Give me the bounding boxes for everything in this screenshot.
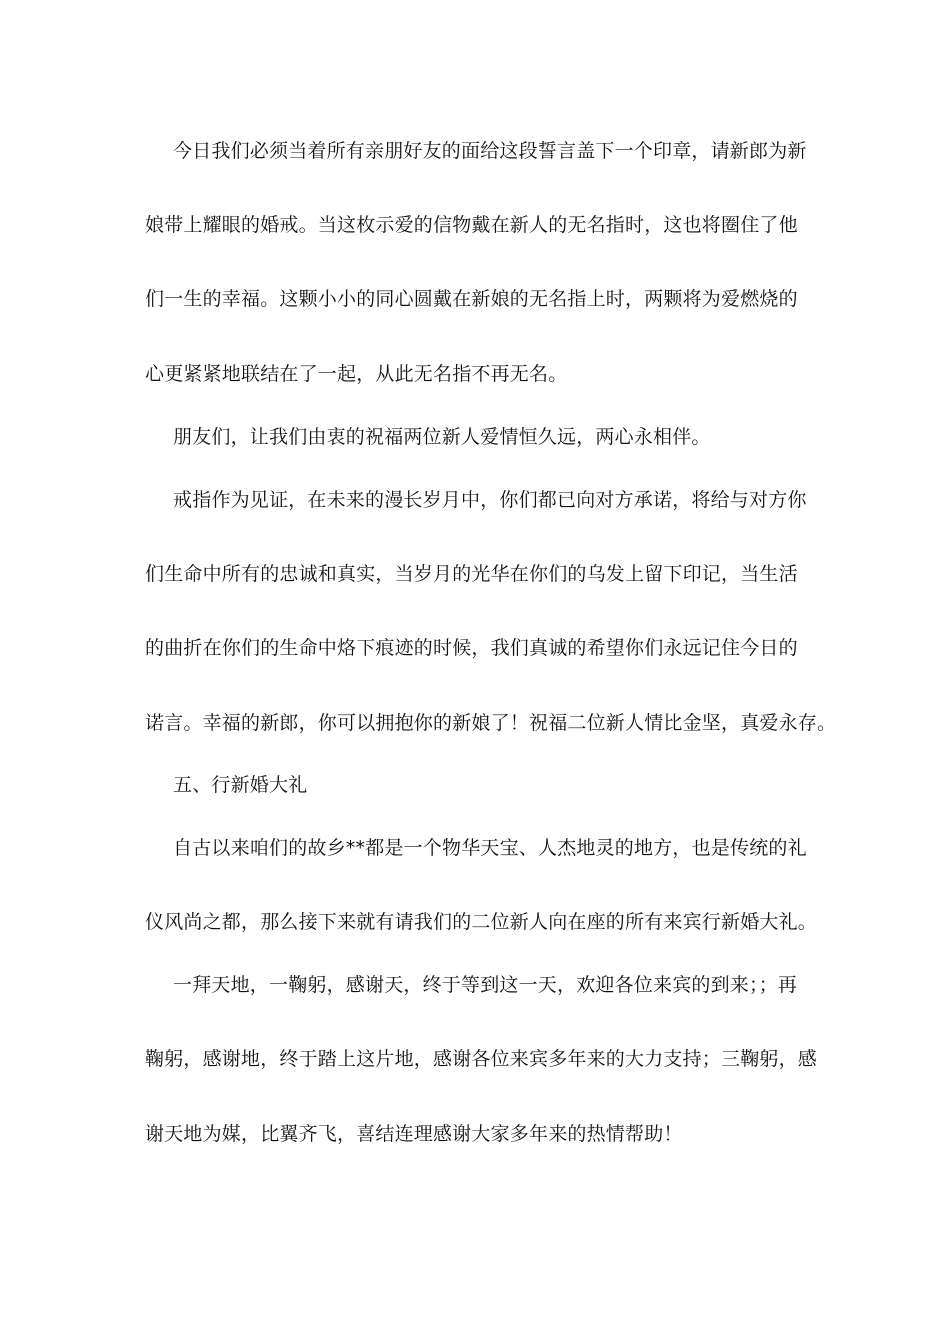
paragraph-line: 仪风尚之都，那么接下来就有请我们的二位新人向在座的所有来宾行新婚大礼。	[145, 911, 818, 933]
paragraph-line: 鞠躬，感谢地，终于踏上这片地，感谢各位来宾多年来的大力支持；三鞠躬，感	[145, 1048, 818, 1070]
paragraph-line: 们生命中所有的忠诚和真实，当岁月的光华在你们的乌发上留下印记，当生活	[145, 563, 798, 585]
paragraph-line: 娘带上耀眼的婚戒。当这枚示爱的信物戴在新人的无名指时，这也将圈住了他	[145, 214, 798, 236]
paragraph-line: 今日我们必须当着所有亲朋好友的面给这段誓言盖下一个印章，请新郎为新	[173, 140, 807, 162]
paragraph-line: 谢天地为媒，比翼齐飞，喜结连理感谢大家多年来的热情帮助！	[145, 1123, 683, 1145]
paragraph-line: 一拜天地，一鞠躬，感谢天，终于等到这一天，欢迎各位来宾的到来；；再	[173, 974, 798, 996]
paragraph-line: 自古以来咱们的故乡**都是一个物华天宝、人杰地灵的地方，也是传统的礼	[173, 837, 807, 859]
paragraph-line: 的曲折在你们的生命中烙下痕迹的时候，我们真诚的希望你们永远记住今日的	[145, 637, 798, 659]
paragraph-line: 心更紧紧地联结在了一起，从此无名指不再无名。	[145, 363, 568, 385]
paragraph-line: 戒指作为见证，在未来的漫长岁月中，你们都已向对方承诺，将给与对方你	[173, 489, 807, 511]
section-heading: 五、行新婚大礼	[173, 774, 308, 796]
paragraph-line: 朋友们，让我们由衷的祝福两位新人爱情恒久远，两心永相伴。	[173, 426, 711, 448]
paragraph-line: 们一生的幸福。这颗小小的同心圆戴在新娘的无名指上时，两颗将为爱燃烧的	[145, 288, 798, 310]
paragraph-line: 诺言。幸福的新郎，你可以拥抱你的新娘了！祝福二位新人情比金坚，真爱永存。	[145, 712, 837, 734]
